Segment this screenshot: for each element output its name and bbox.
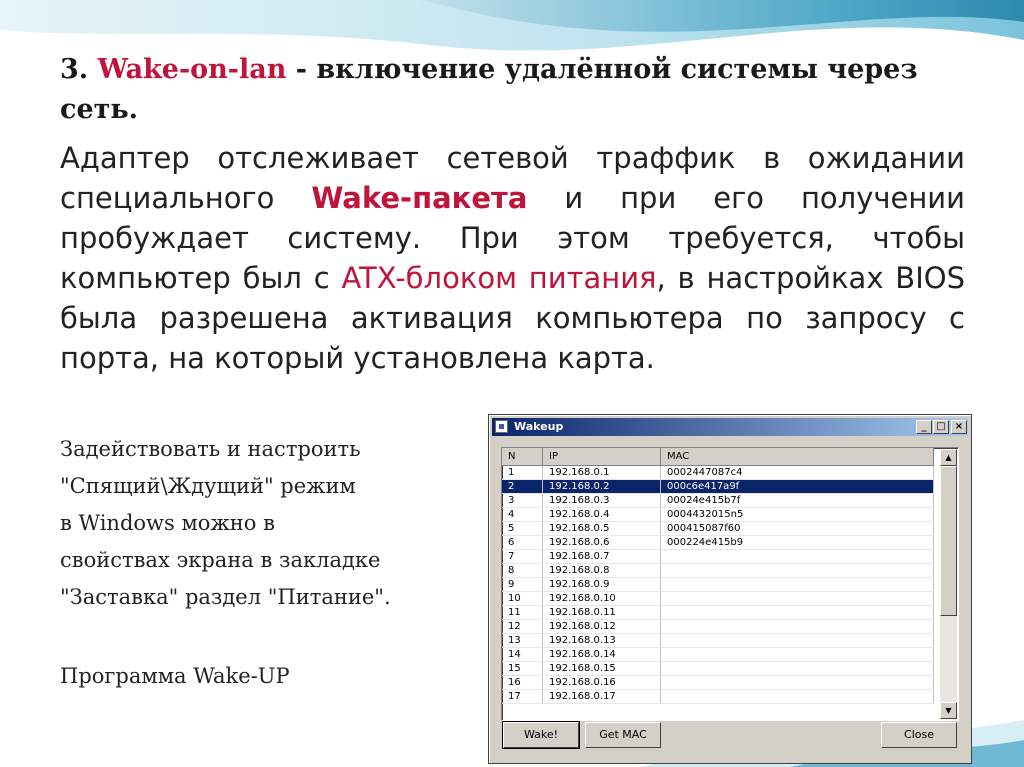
cell-ip: 192.168.0.8 [543, 564, 661, 578]
side-note-line: в Windows можно в [60, 511, 275, 535]
cell-n: 16 [502, 676, 543, 690]
cell-mac: 000224e415b9 [661, 536, 934, 550]
host-table [502, 448, 934, 704]
column-header-n[interactable]: N [502, 448, 543, 466]
close-window-button[interactable]: × [951, 420, 967, 434]
table-row[interactable] [502, 550, 934, 564]
side-note-line: "Заставка" раздел "Питание". [60, 585, 391, 609]
cell-n: 6 [502, 536, 543, 550]
program-caption-text: Программа Wake-UP [60, 664, 290, 688]
cell-ip: 192.168.0.5 [543, 522, 661, 536]
host-list[interactable] [501, 447, 959, 721]
cell-n: 15 [502, 662, 543, 676]
heading-number: 3. [60, 54, 89, 85]
minimize-button[interactable]: _ [916, 420, 932, 434]
cell-ip: 192.168.0.10 [543, 592, 661, 606]
cell-mac: 00024e415b7f [661, 494, 934, 508]
wake-button[interactable]: Wake! [503, 722, 579, 748]
cell-n: 7 [502, 550, 543, 564]
column-header-mac[interactable]: MAC [661, 448, 934, 466]
side-note-line: "Спящий\Ждущий" режим [60, 474, 356, 498]
cell-n: 14 [502, 648, 543, 662]
cell-n: 3 [502, 494, 543, 508]
cell-ip: 192.168.0.13 [543, 634, 661, 648]
table-row[interactable] [502, 676, 934, 690]
cell-mac: 0002447087c4 [661, 466, 934, 480]
paragraph-part-3: , в настройках BIOS была разрешена активация компьютера по запросу с порта, на который установлена карта. [60, 261, 965, 375]
cell-mac [661, 564, 934, 578]
paragraph-highlight-atx: ATX-блоком питания [341, 261, 657, 295]
cell-n: 9 [502, 578, 543, 592]
cell-mac: 000c6e417a9f [661, 480, 934, 494]
table-row[interactable] [502, 578, 934, 592]
cell-mac [661, 620, 934, 634]
program-caption [60, 658, 490, 695]
window-title: Wakeup [514, 420, 564, 433]
cell-mac: 0004432015n5 [661, 508, 934, 522]
cell-ip: 192.168.0.4 [543, 508, 661, 522]
paragraph-part-2: и при его получении пробуждает систему. При этом требуется, чтобы компьютер был с [60, 181, 965, 295]
table-row[interactable] [502, 690, 934, 704]
window-titlebar[interactable] [492, 418, 968, 436]
cell-mac [661, 634, 934, 648]
cell-ip: 192.168.0.12 [543, 620, 661, 634]
cell-n: 12 [502, 620, 543, 634]
cell-ip: 192.168.0.11 [543, 606, 661, 620]
column-header-ip[interactable]: IP [543, 448, 661, 466]
cell-n: 8 [502, 564, 543, 578]
cell-ip: 192.168.0.3 [543, 494, 661, 508]
body-paragraph [60, 138, 965, 378]
table-row[interactable] [502, 634, 934, 648]
cell-mac [661, 676, 934, 690]
cell-n: 5 [502, 522, 543, 536]
table-row[interactable] [502, 466, 934, 480]
cell-ip: 192.168.0.14 [543, 648, 661, 662]
vertical-scrollbar[interactable] [940, 449, 957, 719]
cell-ip: 192.168.0.2 [543, 480, 661, 494]
app-icon [495, 420, 508, 433]
side-note [60, 431, 490, 616]
heading-rest: - включение удалённой системы через сеть. [60, 54, 918, 125]
table-row[interactable] [502, 620, 934, 634]
scroll-up-icon[interactable]: ▲ [940, 449, 957, 466]
cell-mac [661, 606, 934, 620]
cell-ip: 192.168.0.16 [543, 676, 661, 690]
side-note-line: свойствах экрана в закладке [60, 548, 381, 572]
table-row[interactable] [502, 564, 934, 578]
cell-n: 1 [502, 466, 543, 480]
scroll-thumb[interactable] [940, 466, 957, 616]
get-mac-button[interactable]: Get MAC [585, 722, 661, 748]
cell-n: 2 [502, 480, 543, 494]
table-row[interactable] [502, 522, 934, 536]
cell-mac: 000415087f60 [661, 522, 934, 536]
cell-ip: 192.168.0.17 [543, 690, 661, 704]
scroll-down-icon[interactable]: ▼ [940, 702, 957, 719]
maximize-button[interactable]: □ [933, 420, 949, 434]
wakeup-window [488, 414, 972, 764]
table-row[interactable] [502, 606, 934, 620]
table-row[interactable] [502, 480, 934, 494]
cell-ip: 192.168.0.6 [543, 536, 661, 550]
cell-n: 11 [502, 606, 543, 620]
cell-n: 10 [502, 592, 543, 606]
cell-mac [661, 550, 934, 564]
paragraph-highlight-wake-packet: Wake-пакета [311, 181, 528, 215]
cell-mac [661, 648, 934, 662]
cell-mac [661, 578, 934, 592]
table-row[interactable] [502, 494, 934, 508]
table-row[interactable] [502, 536, 934, 550]
cell-mac [661, 690, 934, 704]
slide-heading [60, 50, 965, 130]
close-button[interactable]: Close [881, 722, 957, 748]
cell-ip: 192.168.0.7 [543, 550, 661, 564]
side-note-line: Задействовать и настроить [60, 437, 361, 461]
cell-ip: 192.168.0.1 [543, 466, 661, 480]
cell-n: 13 [502, 634, 543, 648]
cell-mac [661, 662, 934, 676]
cell-mac [661, 592, 934, 606]
cell-n: 4 [502, 508, 543, 522]
table-row[interactable] [502, 508, 934, 522]
paragraph-part-1: Адаптер отслеживает сетевой траффик в ожидании специального [60, 141, 965, 215]
cell-n: 17 [502, 690, 543, 704]
table-header-row [502, 448, 934, 466]
heading-highlight: Wake-on-lan [97, 54, 287, 85]
cell-ip: 192.168.0.15 [543, 662, 661, 676]
cell-ip: 192.168.0.9 [543, 578, 661, 592]
table-row[interactable] [502, 648, 934, 662]
table-row[interactable] [502, 662, 934, 676]
host-table-body [502, 466, 934, 704]
table-row[interactable] [502, 592, 934, 606]
